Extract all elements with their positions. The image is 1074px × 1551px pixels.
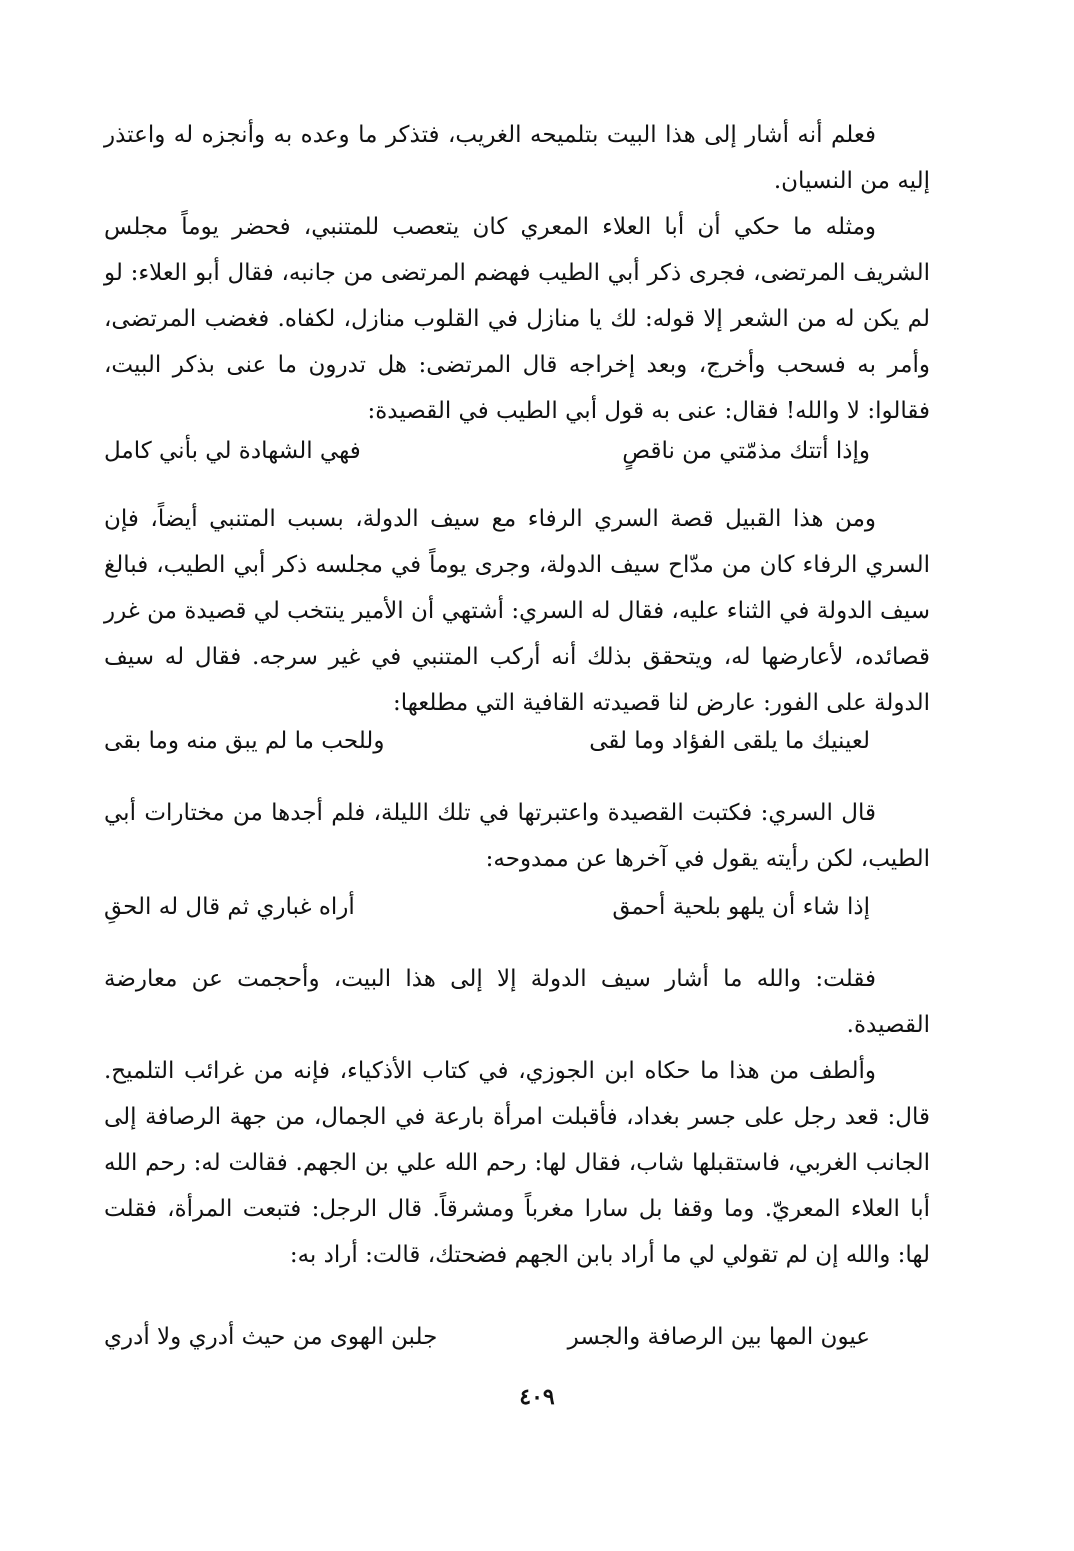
verse-second-hemistich: فهي الشهادة لي بأني كامل	[104, 438, 361, 464]
paragraph-text: وألطف من هذا ما حكاه ابن الجوزي، في كتاب الأذكياء، فإنه من غرائب التلميح. قال: قعد رجل على جسر بغداد، فأقبلت امرأة بارعة في الجمال، من جهة الرصافة إلى الجانب الغربي، فاستقبلها شاب، فقال لها: رحم الله علي بن الجهم. فقالت له: رحم الله أبا العلاء المعريّ. وما وقفا بل سارا مغرباً ومشرقاً. قال الرجل: فتبعت المرأة، فقلت لها: والله إن لم تقولي لي ما أراد بابن الجهم فضحتك، قالت: أراد به:	[104, 1058, 930, 1268]
verse-first-hemistich: لعينيك ما يلقى الفؤاد وما لقى	[589, 728, 870, 754]
verse-first-hemistich: وإذا أتتك مذمّتي من ناقصٍ	[622, 438, 870, 464]
verse-1	[104, 428, 870, 474]
paragraph-1	[104, 112, 930, 204]
verse-first-hemistich: عيون المها بين الرصافة والجسر	[567, 1324, 870, 1350]
verse-second-hemistich: وللحب ما لم يبق منه وما بقى	[104, 728, 385, 754]
verse-second-hemistich: جلبن الهوى من حيث أدري ولا أدري	[104, 1324, 438, 1350]
paragraph-text: فقلت: والله ما أشار سيف الدولة إلا إلى هذا البيت، وأحجمت عن معارضة القصيدة.	[104, 966, 930, 1038]
paragraph-3	[104, 496, 930, 726]
verse-first-hemistich: إذا شاء أن يلهو بلحية أحمق	[612, 894, 870, 920]
paragraph-6	[104, 1048, 930, 1278]
paragraph-4	[104, 790, 930, 882]
paragraph-2	[104, 204, 930, 434]
verse-second-hemistich: أراه غباري ثم قال له الحقِ	[104, 894, 355, 920]
verse-3	[104, 884, 870, 930]
paragraph-text: قال السري: فكتبت القصيدة واعتبرتها في تلك الليلة، فلم أجدها من مختارات أبي الطيب، لكن رأيته يقول في آخرها عن ممدوحه:	[104, 800, 930, 872]
page-number: ٤٠٩	[519, 1384, 555, 1410]
verse-4	[104, 1314, 870, 1360]
paragraph-5	[104, 956, 930, 1048]
verse-2	[104, 718, 870, 764]
paragraph-text: فعلم أنه أشار إلى هذا البيت بتلميحه الغريب، فتذكر ما وعده به وأنجزه له واعتذر إليه من النسيان.	[104, 122, 930, 194]
paragraph-text: ومثله ما حكي أن أبا العلاء المعري كان يتعصب للمتنبي، فحضر يوماً مجلس الشريف المرتضى، فجرى ذكر أبي الطيب فهضم المرتضى من جانبه، فقال أبو العلاء: لو لم يكن له من الشعر إلا قوله: لك يا منازل في القلوب منازل، لكفاه. فغضب المرتضى، وأمر به فسحب وأخرج، وبعد إخراجه قال المرتضى: هل تدرون ما عنى بذكر البيت، فقالوا: لا والله! فقال: عنى به قول أبي الطيب في القصيدة:	[104, 214, 930, 424]
paragraph-text: ومن هذا القبيل قصة السري الرفاء مع سيف الدولة، بسبب المتنبي أيضاً، فإن السري الرفاء كان من مدّاح سيف الدولة، وجرى يوماً في مجلسه ذكر أبي الطيب، فبالغ سيف الدولة في الثناء عليه، فقال له السري: أشتهي أن الأمير ينتخب لي قصيدة من غرر قصائده، لأعارضها له، ويتحقق بذلك أنه أركب المتنبي في غير سرجه. فقال له سيف الدولة على الفور: عارض لنا قصيدته القافية التي مطلعها:	[104, 506, 930, 716]
